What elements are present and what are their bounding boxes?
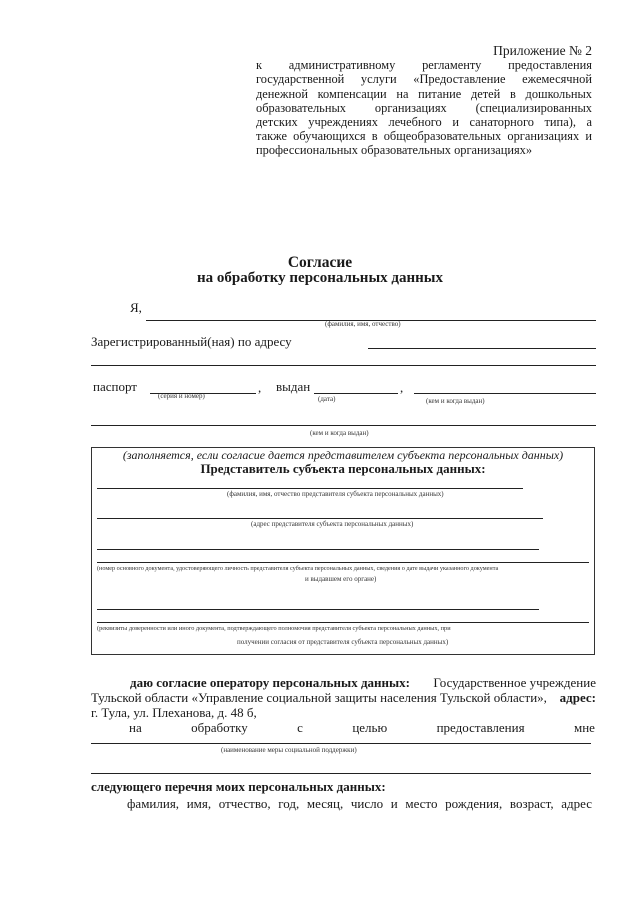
comma: , [400, 380, 404, 395]
rep-req-line[interactable] [97, 609, 539, 610]
rep-req-caption: (реквизиты доверенности или иного документа, подтверждающего полномочия представителя субъекта персональных данных, при [97, 625, 451, 632]
purpose-word: мне [573, 720, 595, 735]
issuer-caption: (кем и когда выдан) [426, 397, 485, 405]
operator-name: Государственное учреждение [433, 675, 596, 690]
address-label: адрес: [559, 690, 596, 705]
document-title: Согласие [287, 254, 353, 271]
registered-label: Зарегистрированный(ная) по адресу [91, 334, 292, 349]
fio-caption: (фамилия, имя, отчество) [325, 320, 401, 328]
appendix-number: Приложение № 2 [493, 43, 592, 58]
appendix-line: детских учреждениях лечебного и санаторного типа), а [256, 115, 592, 130]
data-list-text: фамилия, имя, отчество, год, месяц, число и место рождения, возраст, адрес [127, 796, 592, 811]
representative-note: (заполняется, если согласие дается представителем субъекта персональных данных) [122, 448, 564, 462]
rep-address-caption: (адрес представителя субъекта персональных данных) [251, 520, 414, 528]
rep-req-line-2[interactable] [97, 622, 589, 623]
appendix-line: образовательных организациях (специализированных [256, 100, 592, 115]
rep-fio-line[interactable] [97, 488, 523, 489]
support-measure-line-2[interactable] [91, 773, 591, 774]
data-list-heading: следующего перечня моих персональных данных: [91, 779, 386, 794]
rep-fio-caption: (фамилия, имя, отчество представителя субъекта персональных данных) [227, 490, 444, 498]
passport-issuer-line[interactable] [414, 393, 596, 394]
appendix-line: также обучающихся в общеобразовательных организациях и [256, 129, 592, 144]
purpose-word: целью [352, 720, 388, 735]
support-measure-line[interactable] [91, 743, 591, 744]
purpose-line [129, 720, 595, 736]
rep-doc-line[interactable] [97, 549, 539, 550]
comma: , [258, 380, 262, 395]
purpose-word: на [129, 720, 142, 735]
rep-doc-caption: (номер основного документа, удостоверяющего личность представителя субъекта персональных данных, сведения о дате выдачи указанного документа [97, 565, 499, 572]
issuer-field-line-2[interactable] [91, 425, 596, 426]
series-caption: (серия и номер) [158, 392, 205, 400]
address-field-line-2[interactable] [91, 365, 596, 366]
representative-heading: Представитель субъекта персональных данных: [200, 461, 486, 476]
document-subtitle: на обработку персональных данных [197, 270, 443, 286]
appendix-line: денежной компенсации на питание детей в дошкольных [256, 86, 592, 101]
appendix-block [256, 44, 592, 158]
i-label: Я, [130, 300, 142, 315]
appendix-line: профессиональных образовательных организациях» [256, 143, 533, 158]
rep-address-line[interactable] [97, 518, 543, 519]
operator-address: г. Тула, ул. Плеханова, д. 48 б, [91, 705, 257, 720]
representative-box [91, 447, 595, 655]
consent-intro: даю согласие оператору персональных данных: [130, 675, 410, 690]
appendix-line: к административному регламенту предоставления [256, 58, 592, 73]
purpose-word: предоставления [436, 720, 525, 735]
issuer-caption-2: (кем и когда выдан) [310, 429, 369, 437]
consent-line-2 [91, 690, 596, 706]
rep-req-caption-2: получении согласия от представителя субъекта персональных данных) [237, 638, 449, 646]
support-measure-caption: (наименование меры социальной поддержки) [221, 746, 357, 754]
passport-date-line[interactable] [314, 393, 398, 394]
purpose-word: с [297, 720, 303, 735]
rep-doc-line-2[interactable] [97, 562, 589, 563]
issued-label: выдан [276, 379, 311, 394]
consent-line-1 [130, 675, 596, 691]
date-caption: (дата) [318, 395, 336, 403]
purpose-word: обработку [191, 720, 248, 735]
address-field-line[interactable] [368, 348, 596, 349]
rep-doc-caption-2: и выдавшем его органе) [305, 575, 377, 583]
appendix-text [256, 58, 592, 157]
operator-name-cont: Тульской области «Управление социальной защиты населения Тульской области», [91, 690, 547, 705]
appendix-line: государственной услуги «Предоставление ежемесячной [256, 72, 592, 87]
passport-label: паспорт [93, 379, 137, 394]
